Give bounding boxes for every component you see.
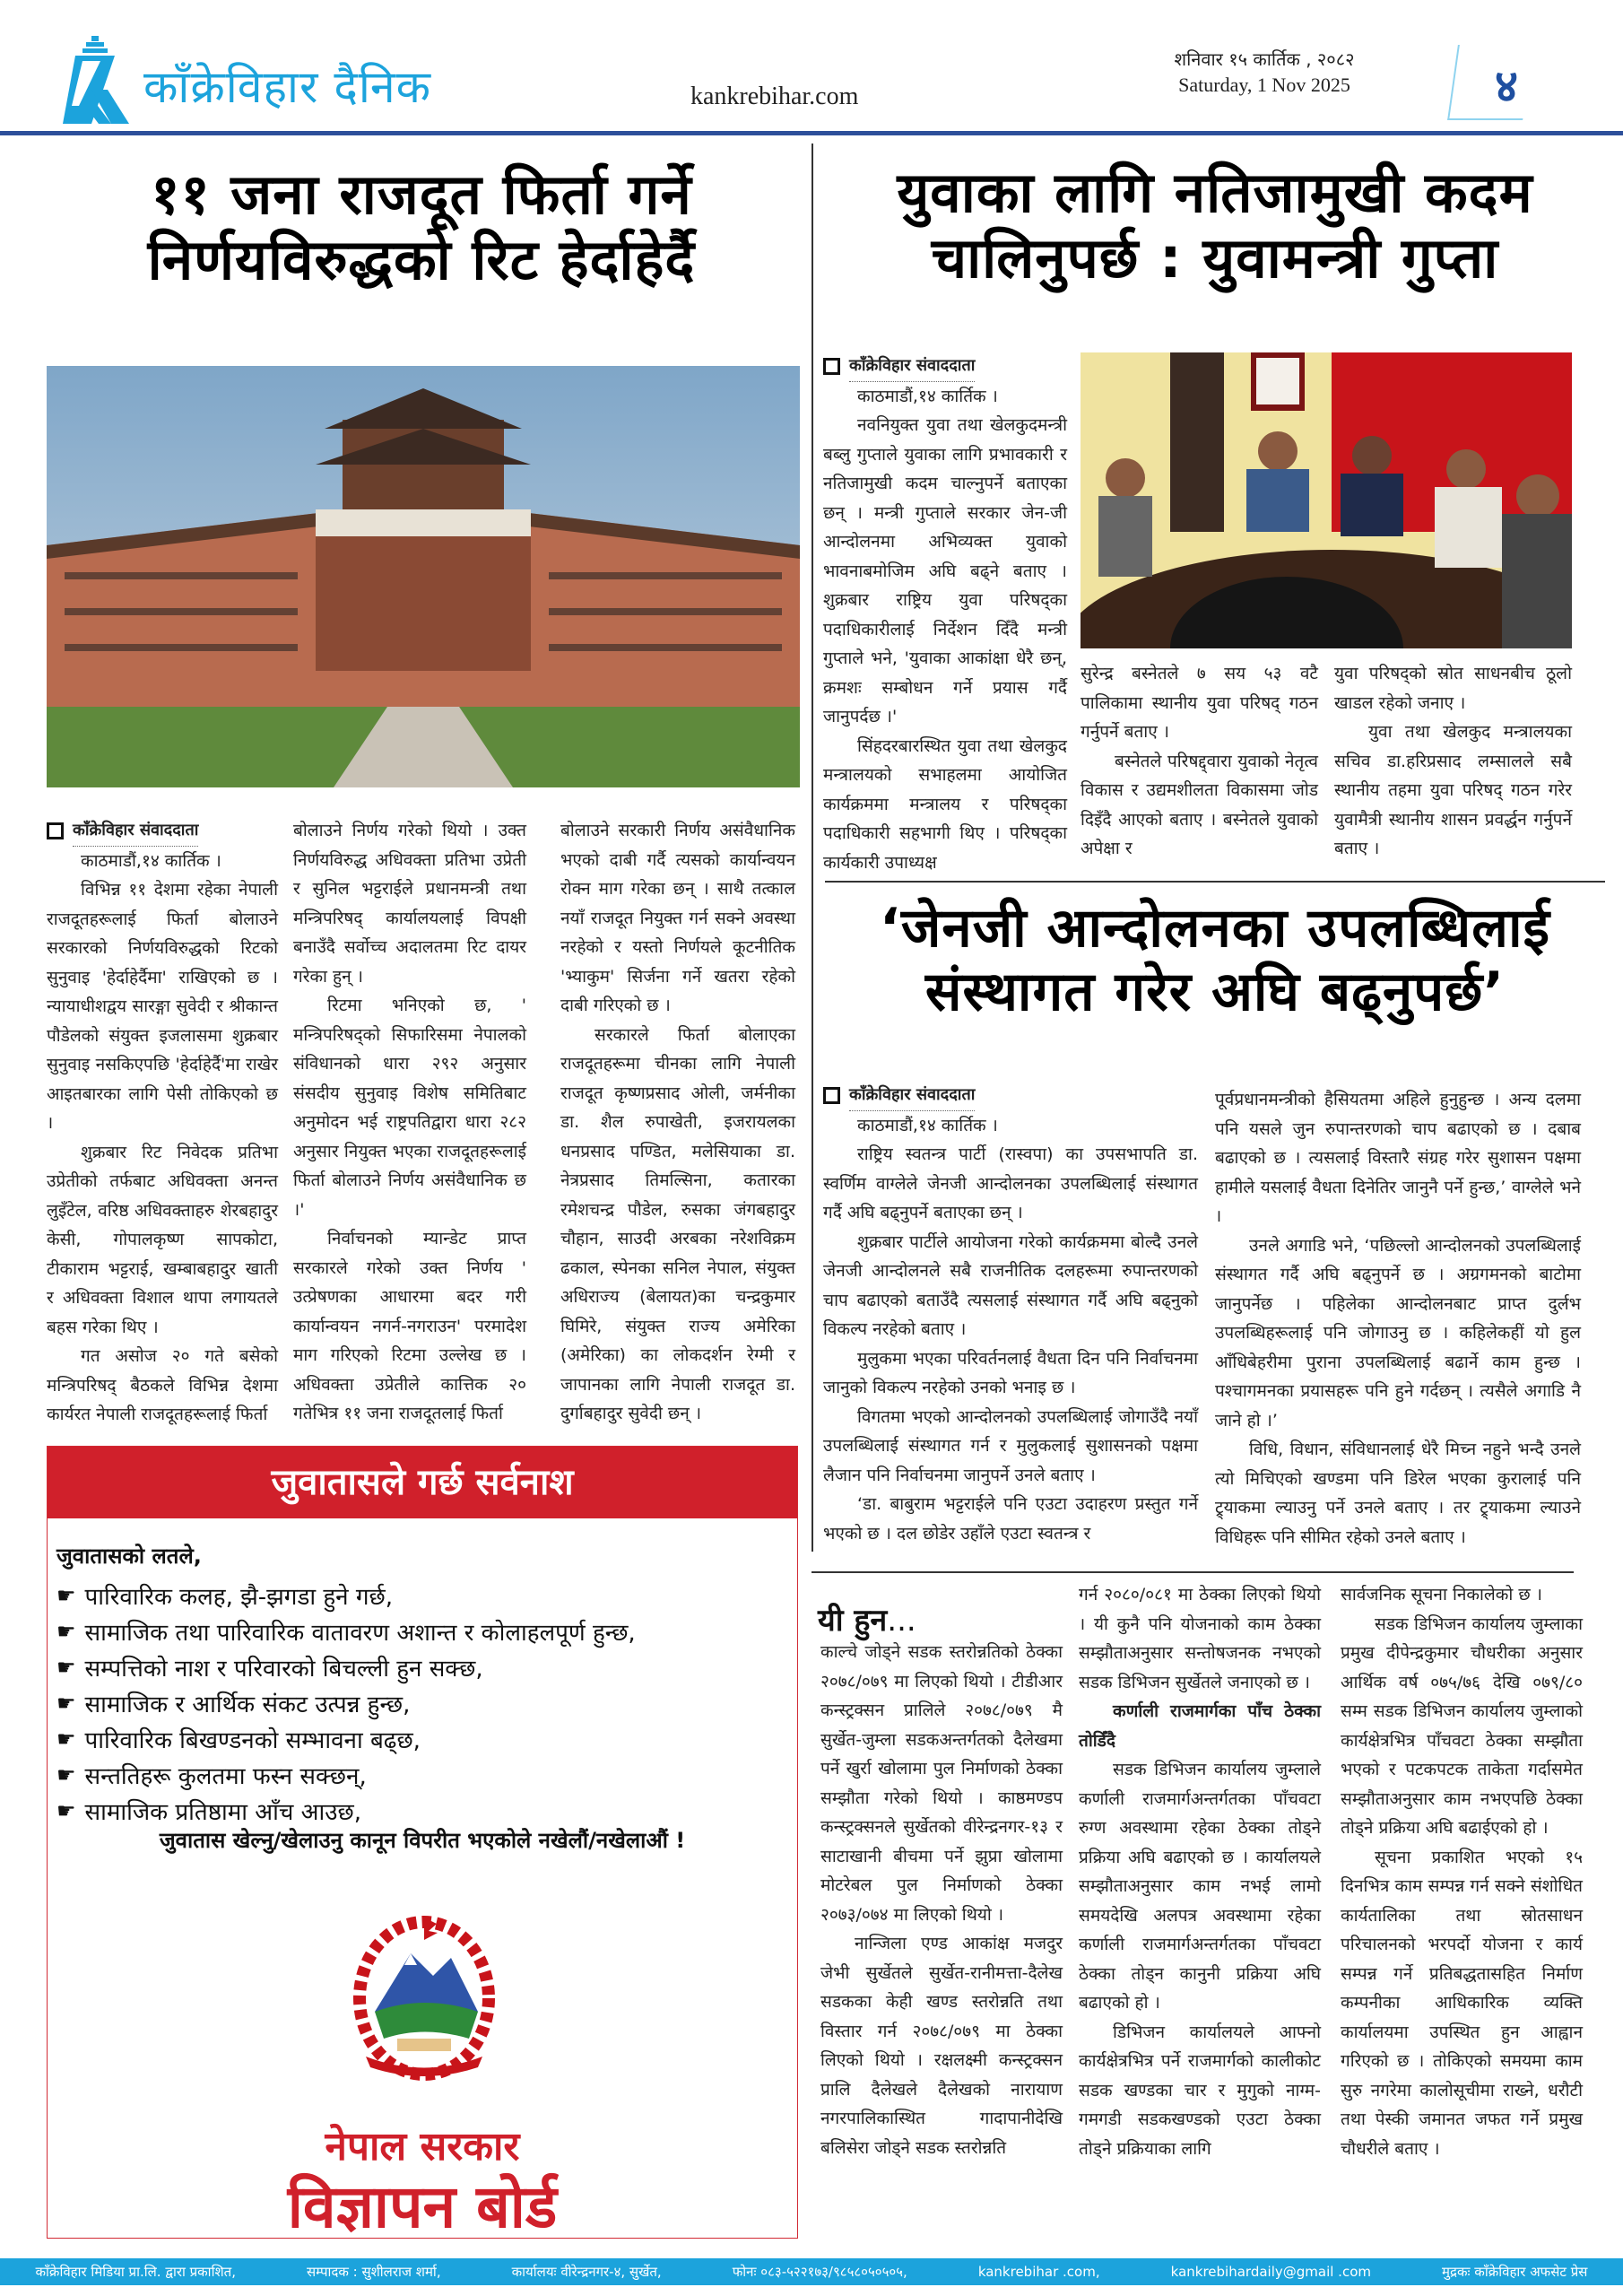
paragraph: मुलुकमा भएका परिवर्तनलाई वैधता दिन पनि निर्वाचनमा जानुको विकल्प नरहेको उनको भनाइ छ । bbox=[823, 1348, 1198, 1397]
newspaper-logo-icon bbox=[56, 34, 138, 124]
dateline: काठमाडौं,१४ कार्तिक । bbox=[857, 386, 998, 406]
ad-list-item: ☛ पारिवारिक कलह, झै-झगडा हुने गर्छ, bbox=[56, 1583, 393, 1611]
paragraph: बस्नेतले परिषद्द्वारा युवाको नेतृत्व विकास र उद्यमशीलता विकासमा जोड दिइँदै आएको बताए । बस्नेतले युवाको अपेक्षा र bbox=[1081, 751, 1318, 858]
byline: काँक्रेविहार संवाददाता bbox=[823, 352, 1067, 382]
footer-printer: मुद्रकः काँक्रेविहार अफसेट प्रेस bbox=[1442, 2264, 1588, 2280]
footer-publisher: काँक्रेविहार मिडिया प्रा.लि. द्वारा प्रकाशित, bbox=[35, 2264, 236, 2280]
government-name: नेपाल सरकार bbox=[325, 2124, 520, 2170]
paragraph: सूचना प्रकाशित भएको १५ दिनभित्र काम सम्पन्न गर्न सक्ने संशोधित कार्यतालिका तथा स्रोतसाधन परिचालनको भरपर्दो योजना र कार्य सम्पन्न गर्ने प्रतिबद्धतासहित निर्माण कम्पनीका आधिकारिक व्यक्ति कार्यालयमा उपस्थित हुन आह्वान गरिएको छ । तोकिएको समयमा काम सुरु नगरेमा कालोसूचीमा राख्ने, धरौटी तथा पेस्की जमानत जफत गर्ने प्रमुख चौधरीले बताए । bbox=[1341, 1847, 1583, 2159]
paragraph: सार्वजनिक सूचना निकालेको छ । bbox=[1341, 1585, 1542, 1605]
square-bullet-icon bbox=[823, 1087, 840, 1104]
headline-line: ‘जेनजी आन्दोलनका उपलब्धिलाई bbox=[880, 897, 1550, 960]
brand-name: काँक्रेविहार दैनिक bbox=[143, 61, 431, 113]
paragraph: सिंहदरबारस्थित युवा तथा खेलकुद मन्त्रालयको सभाहलमा आयोजित कार्यक्रममा मन्त्रालय र परिषद्का पदाधिकारी सहभागी थिए । परिषद्का कार्यकारी उपाध्यक्ष bbox=[823, 735, 1067, 873]
paragraph: सडक डिभिजन कार्यालय जुम्लाले कर्णाली राजमार्गअन्तर्गतका पाँचवटा रुग्ण अवस्थामा रहेका ठेक्का तोड्ने प्रक्रिया अघि बढाएको छ । कार्यालयले सम्झौताअनुसार काम नभई लामो समयदेखि अलपत्र अवस्थामा रहेका कर्णाली राजमार्गअन्तर्गतका पाँचवटा ठेक्का तोड्न कानुनी प्रक्रिया अघि बढाएको हो । bbox=[1079, 1760, 1321, 2013]
story-column bbox=[1079, 1580, 1321, 2163]
footer-phone: फोनः ०८३-५२२१७३/९८५८०५०५०५, bbox=[732, 2264, 907, 2280]
byline: काँक्रेविहार संवाददाता bbox=[823, 1081, 1198, 1111]
paragraph: उनले अगाडि भने, ‘पछिल्लो आन्दोलनको उपलब्धिलाई संस्थागत गर्दै अघि बढ्नुपर्ने छ । अग्रगमनको बाटोमा जानुपर्नेछ । पहिलेका आन्दोलनबाट प्राप्त दुर्लभ उपलब्धिहरूलाई पनि जोगाउनु छ । कहिलेकहीं यो हुल आँधिबेहरीमा पुराना उपलब्धिलाई बढार्ने काम हुन्छ । पश्चागमनका प्रयासहरू पनि हुने गर्दछन् । त्यसैले अगाडि नै जाने हो ।’ bbox=[1215, 1235, 1581, 1431]
dateline: काठमाडौं,१४ कार्तिक । bbox=[857, 1115, 998, 1135]
date-english: Saturday, 1 Nov 2025 bbox=[1178, 74, 1350, 96]
paragraph: ‘डा. बाबुराम भट्टराईले पनि एउटा उदाहरण प्रस्तुत गर्ने भएको छ । दल छोडेर उहाँले एउटा स्वतन्त्र र bbox=[823, 1494, 1198, 1544]
square-bullet-icon bbox=[47, 822, 64, 839]
page-number: ४ bbox=[1495, 60, 1518, 112]
subheading: कर्णाली राजमार्गका पाँच ठेक्का तोडिँदै bbox=[1079, 1701, 1321, 1751]
headline-line: ११ जना राजदूत फिर्ता गर्ने bbox=[151, 161, 692, 227]
story-column bbox=[820, 1638, 1063, 2162]
ad-list-item: ☛ पारिवारिक बिखण्डनको सम्भावना बढ्छ, bbox=[56, 1726, 421, 1754]
pointing-hand-icon: ☛ bbox=[56, 1691, 76, 1716]
story-column bbox=[1215, 1085, 1581, 1552]
square-bullet-icon bbox=[823, 358, 840, 375]
paragraph: पूर्वप्रधानमन्त्रीको हैसियतमा अहिले हुनुहुन्छ । अन्य दलमा पनि यसले जुन रुपान्तरणको चाप बढाएको छ । दबाब बढाएको छ । त्यसलाई विस्तारै संग्रह गरेर सुशासन पक्षमा हामीले यसलाई वैधता दिनेतिर जानुनै पर्ने हुन्छ,’ वाग्लेले भने । bbox=[1215, 1090, 1581, 1226]
ad-list-item: ☛ सामाजिक र आर्थिक संकट उत्पन्न हुन्छ, bbox=[56, 1691, 411, 1718]
story-column bbox=[1341, 1580, 1583, 2163]
story-column bbox=[1334, 659, 1572, 864]
paragraph: सडक डिभिजन कार्यालय जुम्लाका प्रमुख दीपेन्द्रकुमार चौधरीका अनुसार आर्थिक वर्ष ०७५/७६ देखि ०७९/८० सम्म सडक डिभिजन कार्यालय जुम्लाको कार्यक्षेत्रभित्र पाँचवटा ठेक्का सम्झौता भएको र पटकपटक ताकेता गर्दासमेत सम्झौताअनुसार काम नभएपछि ठेक्का तोड्ने प्रक्रिया अघि बढाईएको हो । bbox=[1341, 1613, 1583, 1838]
ad-banner: जुवातासले गर्छ सर्वनाश bbox=[48, 1447, 797, 1518]
paragraph: डिभिजन कार्यालयले आफ्नो कार्यक्षेत्रभित्र पर्ने राजमार्गको कालीकोट सडक खण्डका चार र मुगुको नाग्म-गमगडी सडकखण्डको एउटा ठेक्का तोड्ने प्रक्रियाका लागि bbox=[1079, 2022, 1321, 2159]
pointing-hand-icon: ☛ bbox=[56, 1619, 76, 1644]
ad-lead: जुवातासको लतले, bbox=[56, 1544, 202, 1569]
paragraph: नान्जिला एण्ड आकांक्ष मजदुर जेभी सुर्खेतले सुर्खेत-रानीमत्ता-दैलेख सडकका केही खण्ड स्तरोन्नति तथा विस्तार गर्न २०७८/०७९ मा ठेक्का लिएको थियो । रक्षलक्ष्मी कन्स्ट्रक्सन प्रालि दैलेखले दैलेखको नारायाण नगरपालिकास्थित गादापानीदेखि बलिसेरा जोड्ने सडक स्तरोन्नति bbox=[820, 1934, 1063, 2158]
masthead-rule bbox=[0, 131, 1623, 135]
site-url[interactable]: kankrebihar.com bbox=[690, 83, 859, 110]
dateline: काठमाडौं,१४ कार्तिक । bbox=[81, 850, 221, 871]
paragraph: शुक्रबार रिट निवेदक प्रतिभा उप्रेतीको तर्फबाट अधिवक्ता अनन्त लुइँटेल, वरिष्ठ अधिवक्ताहरु शेरबहादुर केसी, गोपालकृष्ण सापकोटा, टीकाराम भट्टराई, खम्बाबहादुर खाती र अधिवक्ता विशाल थापा लगायतले बहस गरेका थिए । bbox=[47, 1142, 278, 1337]
ad-list-item: ☛ सामाजिक तथा पारिवारिक वातावरण अशान्त र कोलाहलपूर्ण हुन्छ, bbox=[56, 1619, 636, 1647]
section-divider bbox=[825, 881, 1605, 883]
pointing-hand-icon: ☛ bbox=[56, 1798, 76, 1823]
ad-warning: जुवातास खेल्नु/खेलाउनु कानून विपरीत भएकोले नखेलौं/नखेलाऔं ! bbox=[159, 1828, 686, 1853]
ad-list-item: ☛ सम्पत्तिको नाश र परिवारको बिचल्ली हुन सक्छ, bbox=[56, 1655, 483, 1683]
story-column bbox=[1081, 659, 1318, 864]
headline-line: युवाका लागि नतिजामुखी कदम bbox=[897, 160, 1533, 225]
date-nepali: शनिवार १५ कार्तिक , २०८२ bbox=[1174, 48, 1355, 70]
headline-ambassadors[interactable] bbox=[36, 161, 807, 292]
headline-genz-movement[interactable] bbox=[825, 897, 1605, 1024]
supreme-court-photo bbox=[47, 366, 800, 787]
story-column bbox=[823, 1081, 1198, 1548]
paragraph: सुरेन्द्र बस्नेतले ७ सय ५३ वटै पालिकामा स्थानीय युवा परिषद् गठन गर्नुपर्ने बताए । bbox=[1081, 664, 1318, 742]
paragraph: विगतमा भएको आन्दोलनको उपलब्धिलाई जोगाउँदै नयाँ उपलब्धिलाई संस्थागत गर्न र मुलुकलाई सुशासनको पक्षमा लैजान पनि निर्वाचनमा जानुपर्ने उनले बताए । bbox=[823, 1406, 1198, 1485]
footer-email[interactable]: kankrebihardaily@gmail .com bbox=[1170, 2264, 1371, 2280]
pointing-hand-icon: ☛ bbox=[56, 1726, 76, 1752]
headline-line: निर्णयविरुद्धको रिट हेर्दाहेर्दै bbox=[147, 227, 696, 293]
paragraph: गर्न २०८०/०८१ मा ठेक्का लिएको थियो । यी कुनै पनि योजनाको काम ठेक्का सम्झौताअनुसार सन्तोषजनक नभएको सडक डिभिजन सुर्खेतले जनाएको छ । bbox=[1079, 1585, 1321, 1692]
headline-youth-minister[interactable] bbox=[825, 160, 1605, 291]
paragraph: शुक्रबार पार्टीले आयोजना गरेको कार्यक्रममा बोल्दै उनले जेनजी आन्दोलनले सबै राजनीतिक दलहरूमा रुपान्तरणको चाप बढाएको बताउँदै त्यसलाई संस्थागत गर्दै अघि बढ्नुको विकल्प नरहेको बताए । bbox=[823, 1231, 1198, 1339]
footer-website[interactable]: kankrebihar .com, bbox=[977, 2264, 1100, 2280]
column-divider bbox=[812, 144, 813, 1552]
story-column bbox=[560, 816, 795, 1429]
story-column bbox=[823, 352, 1067, 877]
ad-list-item: ☛ सन्ततिहरू कुलतमा फस्न सक्छन्, bbox=[56, 1762, 367, 1790]
section-divider bbox=[812, 1571, 1574, 1573]
publisher-footer bbox=[0, 2258, 1623, 2285]
youth-ministry-meeting-photo bbox=[1081, 352, 1572, 648]
paragraph: बोलाउने निर्णय गरेको थियो । उक्त निर्णयविरुद्ध अधिवक्ता प्रतिभा उप्रेती र सुनिल भट्टराईले प्रधानमन्त्री तथा मन्त्रिपरिषद् कार्यालयलाई विपक्षी बनाउँदै सर्वोच्च अदालतमा रिट दायर गरेका हुन् । bbox=[293, 821, 526, 987]
paragraph: निर्वाचनको म्यान्डेट प्राप्त सरकारले गरेको उक्त निर्णय ' उत्प्रेषणका आधारमा बदर गरी कार्यान्वयन नगर्न-नगराउन' परमादेश माग गरिएको रिटमा उल्लेख छ । अधिवक्ता उप्रेतीले कात्तिक २० गतेभित्र ११ जना राजदूतलाई फिर्ता bbox=[293, 1229, 526, 1423]
footer-office: कार्यालयः वीरेन्द्रनगर-४, सुर्खेत, bbox=[511, 2264, 662, 2280]
paragraph: काल्चे जोड्ने सडक स्तरोन्नतिको ठेक्का २०७८/०७९ मा लिएको थियो । टीडीआर कन्स्ट्रक्सन प्रालिले २०७८/०७९ मै सुर्खेत-जुम्ला सडकअन्तर्गतको दैलेखमा पर्ने खुर्रा खोलामा पुल निर्माणको ठेक्का सम्झौता गरेको थियो । काष्ठमण्डप कन्स्ट्रक्सनले सुर्खेतको वीरेन्द्रनगर-१३ र साटाखानी बीचमा पर्ने झुप्रा खोलामा मोटरेबल पुल निर्माणको ठेक्का २०७३/०७४ मा लिएको थियो । bbox=[820, 1642, 1063, 1925]
pointing-hand-icon: ☛ bbox=[56, 1583, 76, 1608]
footer-editor: सम्पादक : सुशीलराज शर्मा, bbox=[307, 2264, 441, 2280]
paragraph: रिटमा भनिएको छ, ' मन्त्रिपरिषद्को सिफारिसमा नेपालको संविधानको धारा २९२ अनुसार संसदीय सुनुवाइ विशेष समितिबाट अनुमोदन भई राष्ट्रपतिद्वारा धारा २८२ अनुसार नियुक्त भएका राजदूतहरूलाई फिर्ता बोलाउने निर्णय असंवैधानिक छ ।' bbox=[293, 996, 526, 1220]
byline: काँक्रेविहार संवाददाता bbox=[47, 816, 278, 847]
story-column bbox=[293, 816, 526, 1429]
advertising-board-name: विज्ञापन बोर्ड bbox=[287, 2172, 558, 2241]
paragraph: सरकारले फिर्ता बोलाएका राजदूतहरूमा चीनका लागि नेपाली राजदूत कृष्णप्रसाद ओली, जर्मनीका डा. शैल रुपाखेती, इजरायलका धनप्रसाद पण्डित, मलेसियाका डा. नेत्रप्रसाद तिमल्सिना, कतारका रमेशचन्द्र पौडेल, रुसका जंगबहादुर चौहान, साउदी अरबका नरेशविक्रम ढकाल, स्पेनका सनिल नेपाल, संयुक्त अधिराज्य (बेलायत)का चन्द्रकुमार घिमिरे, संयुक्त राज्य अमेरिका (अमेरिका) का लोकदर्शन रेग्मी र जापानका लागि नेपाली राजदूत डा. दुर्गाबहादुर सुवेदी छन् । bbox=[560, 1024, 795, 1423]
pointing-hand-icon: ☛ bbox=[56, 1762, 76, 1787]
headline-line: संस्थागत गरेर अघि बढ्नुपर्छ’ bbox=[924, 960, 1506, 1023]
gambling-awareness-ad[interactable] bbox=[47, 1446, 798, 2239]
headline-line: चालिनुपर्छ : युवामन्त्री गुप्ता bbox=[931, 225, 1499, 291]
headline-yi-hun[interactable]: यी हुन... bbox=[818, 1603, 916, 1639]
paragraph: विधि, विधान, संविधानलाई धेरै मिच्न नहुने भन्दै उनले त्यो मिचिएको खण्डमा पनि डिरेल भएका कुरालाई पनि ट्र्याकमा ल्याउनु पर्ने उनले बताए । तर ट्र्याकमा ल्याउने विधिहरू पनि सीमित रहेको उनले बताए । bbox=[1215, 1439, 1581, 1547]
ad-list-item: ☛ सामाजिक प्रतिष्ठामा आँच आउछ, bbox=[56, 1798, 361, 1826]
paragraph: बोलाउने सरकारी निर्णय असंवैधानिक भएको दाबी गर्दै त्यसको कार्यान्वयन रोक्न माग गरेका छन् । साथै तत्काल नयाँ राजदूत नियुक्त गर्न सक्ने अवस्था नरहेको र यस्तो निर्णयले कूटनीतिक 'भ्याकुम' सिर्जना गर्ने खतरा रहेको दाबी गरिएको छ । bbox=[560, 821, 795, 1015]
pointing-hand-icon: ☛ bbox=[56, 1655, 76, 1680]
paragraph: राष्ट्रिय स्वतन्त्र पार्टी (रास्वपा) का उपसभापति डा. स्वर्णिम वाग्लेले जेनजी आन्दोलनका उपलब्धिलाई संस्थागत गर्दै अघि बढ्नुपर्ने बताएका छन् । bbox=[823, 1144, 1198, 1222]
paragraph: युवा तथा खेलकुद मन्त्रालयका सचिव डा.हरिप्रसाद लम्सालले सबै स्थानीय तहमा युवा परिषद् गठन गरेर युवामैत्री स्थानीय शासन प्रवर्द्धन गर्नुपर्ने बताए । bbox=[1334, 722, 1572, 858]
paragraph: नवनियुक्त युवा तथा खेलकुदमन्त्री बब्लु गुप्ताले युवाका लागि प्रभावकारी र नतिजामुखी कदम चाल्नुपर्ने बताएका छन् । मन्त्री गुप्ताले सरकार जेन-जी आन्दोलनमा अभिव्यक्त युवाको भावनाबमोजिम अघि बढ्ने बताए । शुक्रबार राष्ट्रिय युवा परिषद्का पदाधिकारीलाई निर्देशन दिँदै मन्त्री गुप्ताले भने, 'युवाका आकांक्षा धेरै छन्, क्रमशः सम्बोधन गर्ने प्रयास गर्दै जानुपर्दछ ।' bbox=[823, 415, 1067, 726]
nepal-government-emblem-icon bbox=[334, 1913, 514, 2083]
story-column bbox=[47, 816, 278, 1430]
paragraph: युवा परिषद्को स्रोत साधनबीच ठूलो खाडल रहेको जनाए । bbox=[1334, 664, 1572, 713]
paragraph: विभिन्न ११ देशमा रहेका नेपाली राजदूतहरूलाई फिर्ता बोलाउने सरकारको निर्णयविरुद्धको रिटको सुनुवाइ 'हेर्दाहेर्दैमा' राखिएको छ । न्यायाधीशद्वय सारङ्गा सुवेदी र श्रीकान्त पौडेलको संयुक्त इजलासमा शुक्रबार सुनुवाइ नसकिएपछि 'हेर्दाहेर्दै'मा राखेर आइतबारका लागि पेसी तोकिएको छ । bbox=[47, 880, 278, 1133]
paragraph: गत असोज २० गते बसेको मन्त्रिपरिषद् बैठकले विभिन्न देशमा कार्यरत नेपाली राजदूतहरूलाई फिर्ता bbox=[47, 1346, 278, 1424]
